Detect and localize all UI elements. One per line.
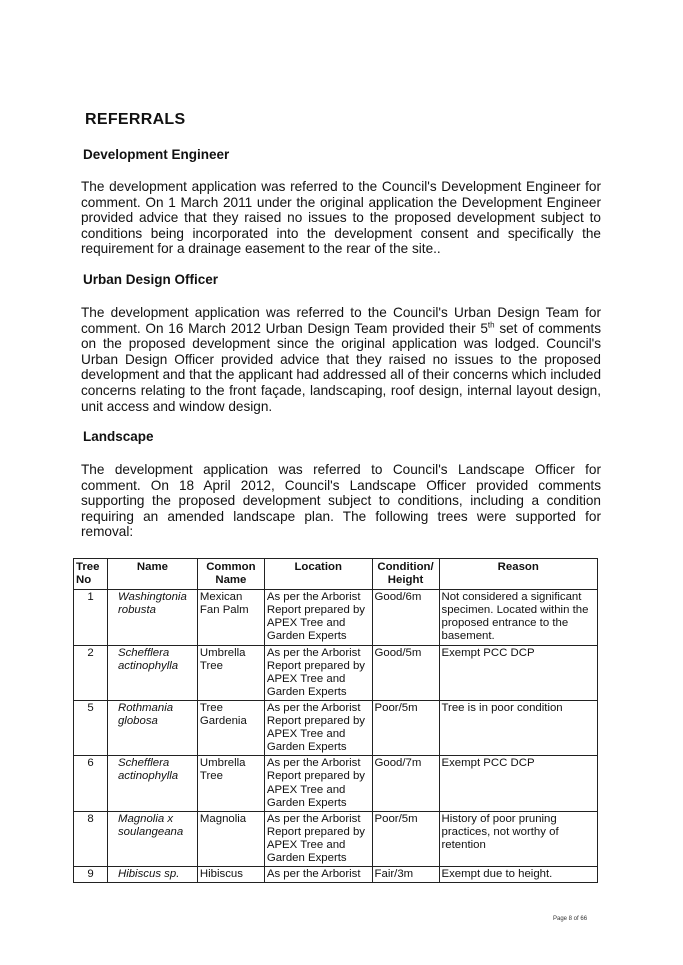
cell-common-name: Magnolia: [197, 811, 264, 866]
cell-common-name: Umbrella Tree: [197, 756, 264, 811]
cell-tree-no: 6: [74, 756, 108, 811]
cell-condition: Good/5m: [372, 645, 439, 700]
table-row: [74, 867, 598, 883]
cell-condition: Fair/3m: [372, 867, 439, 883]
cell-location: As per the Arborist Report prepared by APEX Tree and Garden Experts: [264, 756, 372, 811]
trees-removal-table: [73, 558, 598, 883]
cell-name: Schefflera actinophylla: [107, 756, 197, 811]
cell-name: Hibiscus sp.: [107, 867, 197, 883]
header-tree-no: Tree No: [74, 559, 108, 590]
cell-condition: Good/6m: [372, 590, 439, 645]
header-location: Location: [264, 559, 372, 590]
cell-reason: History of poor pruning practices, not worthy of retention: [439, 811, 598, 866]
cell-tree-no: 1: [74, 590, 108, 645]
cell-reason: Exempt due to height.: [439, 867, 598, 883]
cell-tree-no: 8: [74, 811, 108, 866]
cell-reason: Exempt PCC DCP: [439, 756, 598, 811]
urban-body-superscript: th: [487, 320, 495, 330]
cell-location: As per the Arborist Report prepared by APEX Tree and Garden Experts: [264, 700, 372, 755]
header-condition: Condition/ Height: [372, 559, 439, 590]
cell-name: Schefflera actinophylla: [107, 645, 197, 700]
table-row: [74, 645, 598, 700]
table-row: [74, 756, 598, 811]
header-reason: Reason: [439, 559, 598, 590]
cell-tree-no: 5: [74, 700, 108, 755]
table-header-row: [74, 559, 598, 590]
section-title-urban-design-officer: Urban Design Officer: [83, 272, 219, 287]
cell-condition: Poor/5m: [372, 700, 439, 755]
header-common-name: Common Name: [197, 559, 264, 590]
cell-tree-no: 9: [74, 867, 108, 883]
urban-body-part-2: set of comments on the proposed development since the original application was lodged. Council's Urban Design Officer provided advice that they raised no issues to the proposed development and that the applicant had addressed all of their concerns which included concerns relating to the front façade, landscaping, roof design, internal layout design, unit access and window design.: [81, 320, 601, 414]
section-body-development-engineer: The development application was referred to the Council's Development Engineer for comment. On 1 March 2011 under the original application the Development Engineer provided advice that they raised no issues to the proposed development subject to conditions being incorporated into the development consent and specifically the requirement for a drainage easement to the rear of the site..: [81, 179, 601, 257]
cell-location: As per the Arborist: [264, 867, 372, 883]
cell-common-name: Tree Gardenia: [197, 700, 264, 755]
section-body-urban-design-officer: [81, 305, 601, 414]
cell-name: Rothmania globosa: [107, 700, 197, 755]
cell-location: As per the Arborist Report prepared by APEX Tree and Garden Experts: [264, 590, 372, 645]
page-heading: REFERRALS: [85, 111, 186, 128]
table-row: [74, 700, 598, 755]
urban-body-part-1: The development application was referred to the Council's Urban Design Team for comment. On 16 March 2012 Urban Design Team provided their 5: [81, 305, 601, 336]
cell-location: As per the Arborist Report prepared by APEX Tree and Garden Experts: [264, 645, 372, 700]
cell-location: As per the Arborist Report prepared by APEX Tree and Garden Experts: [264, 811, 372, 866]
cell-condition: Good/7m: [372, 756, 439, 811]
table-row: [74, 811, 598, 866]
table-row: [74, 590, 598, 645]
cell-common-name: Hibiscus: [197, 867, 264, 883]
cell-tree-no: 2: [74, 645, 108, 700]
cell-condition: Poor/5m: [372, 811, 439, 866]
header-name: Name: [107, 559, 197, 590]
cell-reason: Tree is in poor condition: [439, 700, 598, 755]
section-title-development-engineer: Development Engineer: [83, 147, 230, 162]
cell-common-name: Umbrella Tree: [197, 645, 264, 700]
cell-name: Washingtonia robusta: [107, 590, 197, 645]
cell-name: Magnolia x soulangeana: [107, 811, 197, 866]
cell-common-name: Mexican Fan Palm: [197, 590, 264, 645]
section-title-landscape: Landscape: [83, 429, 154, 444]
cell-reason: Exempt PCC DCP: [439, 645, 598, 700]
cell-reason: Not considered a significant specimen. Located within the proposed entrance to the basement.: [439, 590, 598, 645]
section-body-landscape: The development application was referred to Council's Landscape Officer for comment. On 18 April 2012, Council's Landscape Officer provided comments supporting the proposed development subject to conditions, including a condition requiring an amended landscape plan. The following trees were supported for removal:: [81, 462, 601, 540]
page-number: Page 8 of 66: [553, 916, 588, 922]
